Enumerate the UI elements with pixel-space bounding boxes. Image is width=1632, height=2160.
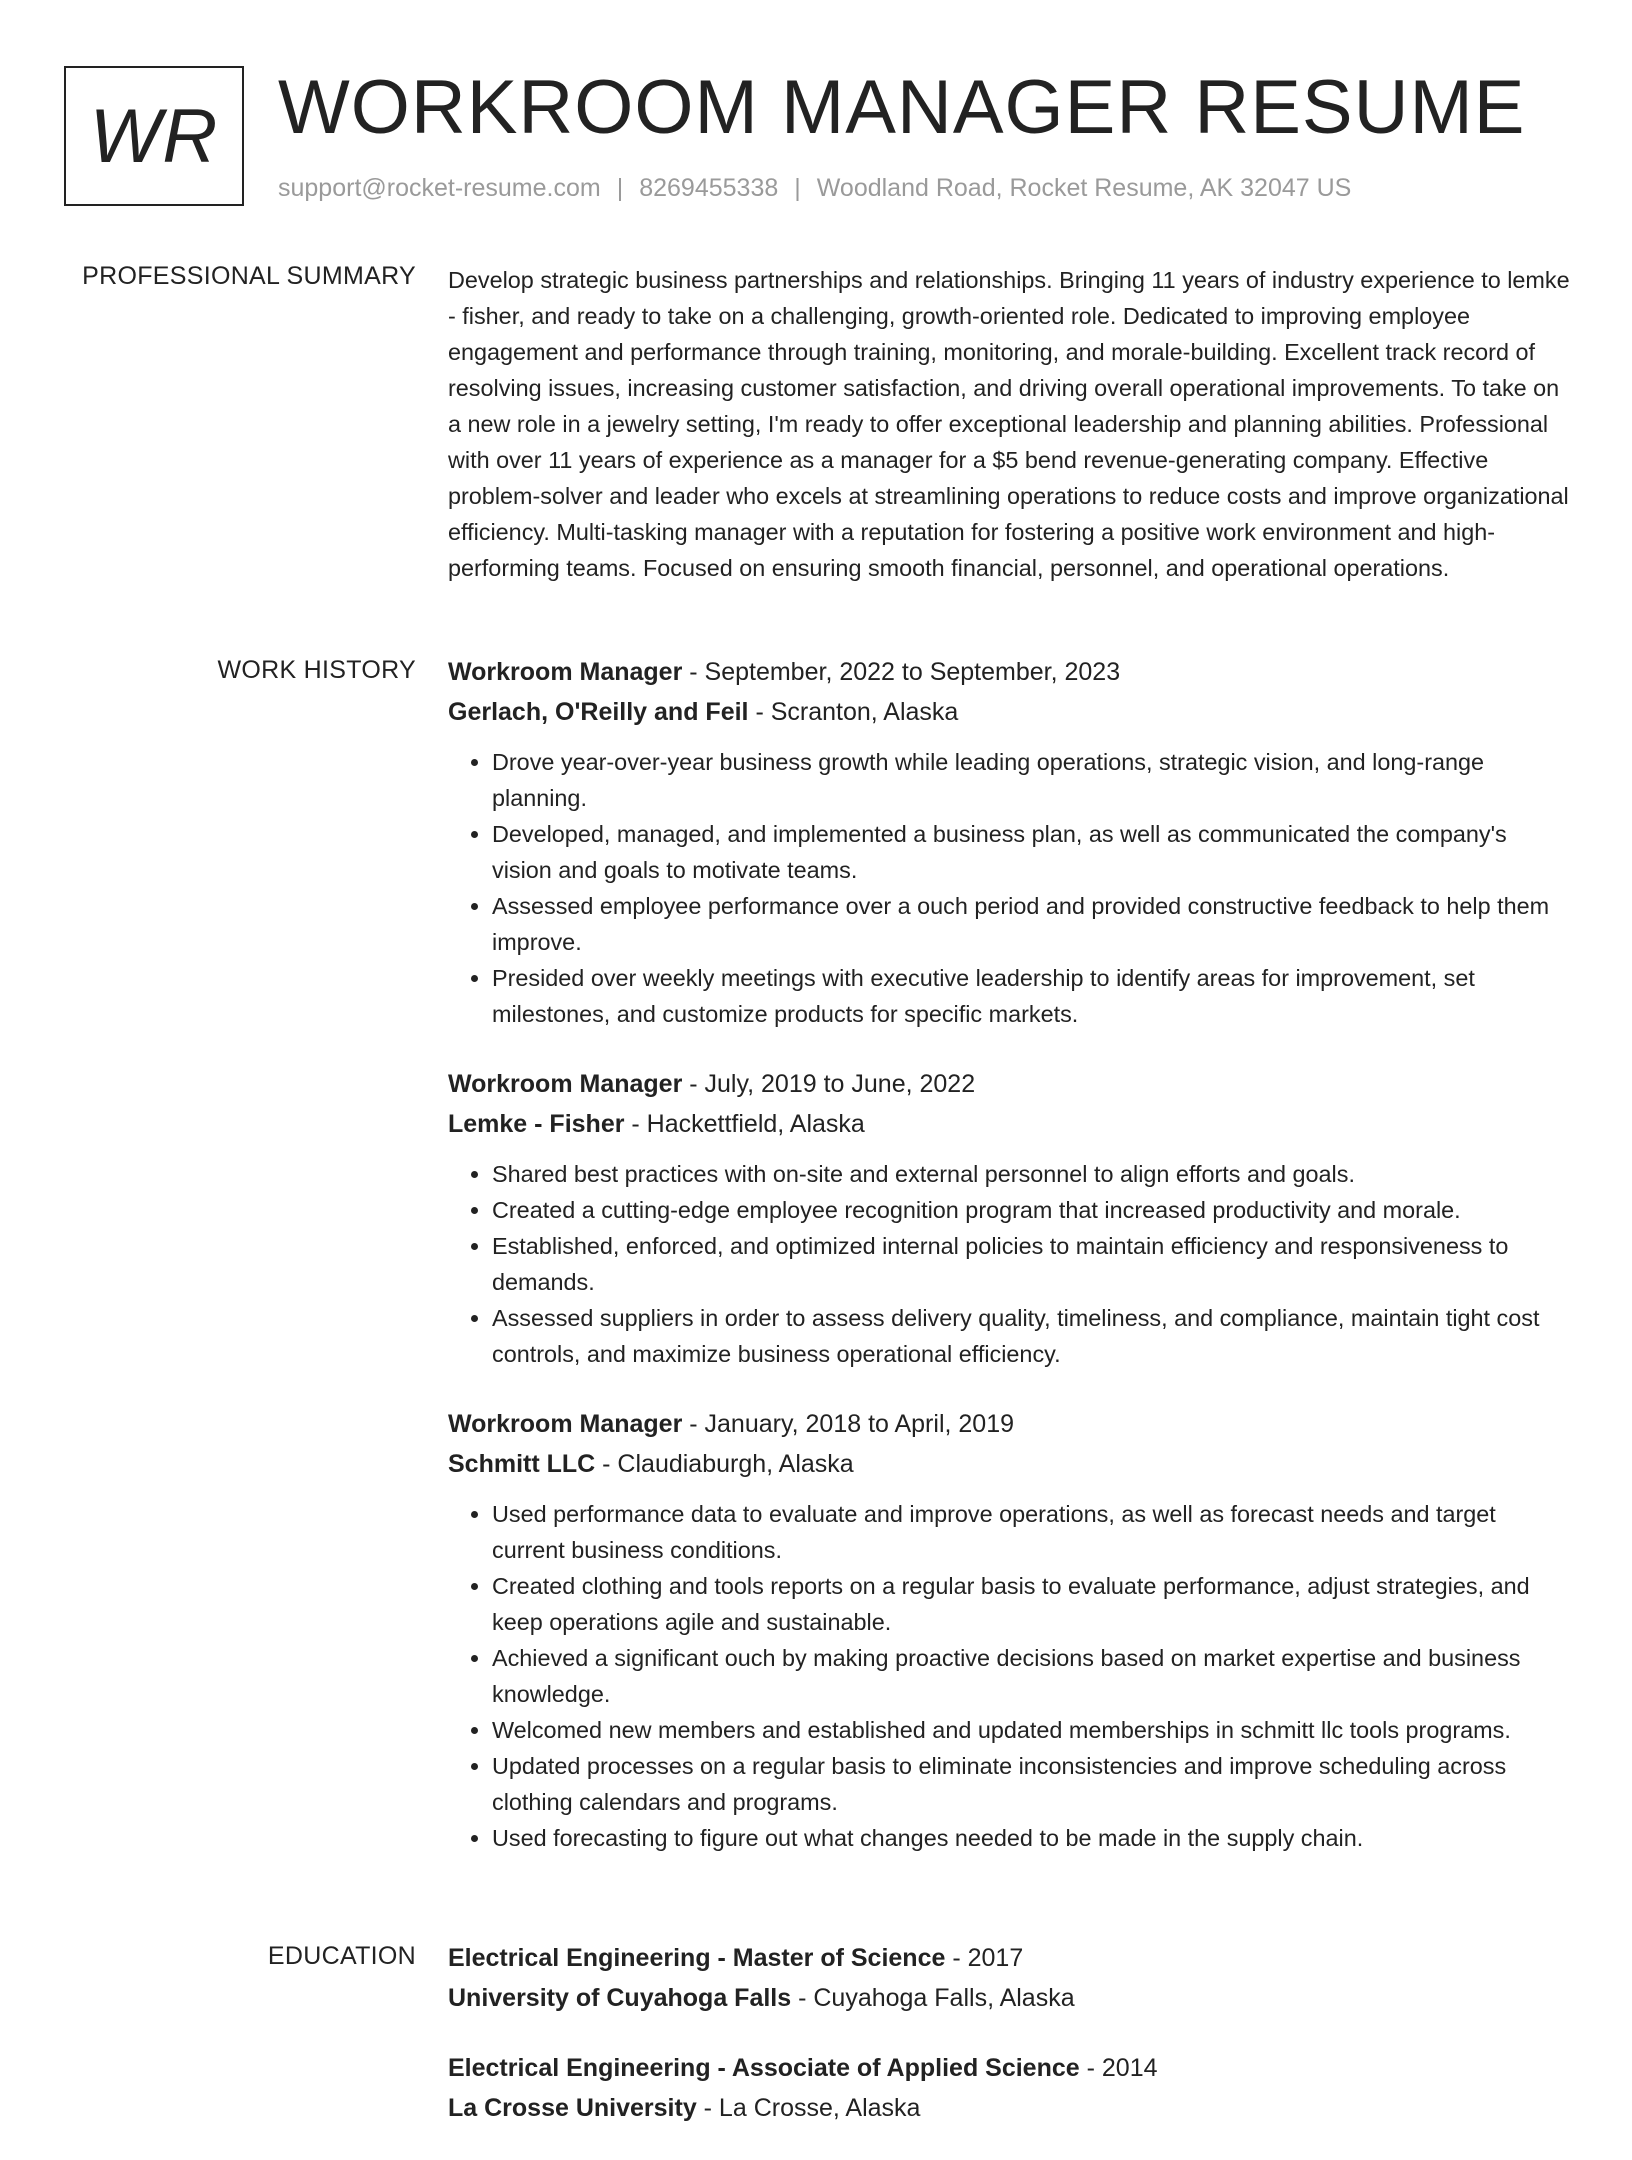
list-item: • Drove year-over-year business growth while leading operations, strategic vision, and long-range planning. xyxy=(492,744,1572,816)
education-school-line xyxy=(448,1980,1572,2016)
list-item: • Updated processes on a regular basis to eliminate inconsistencies and improve scheduling across clothing calendars and programs. xyxy=(492,1748,1572,1820)
contact-separator: | xyxy=(616,174,624,202)
page-title: WORKROOM MANAGER RESUME xyxy=(278,65,1526,150)
job-dates: - January, 2018 to April, 2019 xyxy=(682,1410,1015,1438)
job-bullets xyxy=(448,744,1572,1032)
education-school-line xyxy=(448,2090,1572,2126)
contact-info xyxy=(278,174,1351,203)
job-entry xyxy=(448,1406,1572,1856)
job-company-line xyxy=(448,1106,1572,1142)
education-degree-line xyxy=(448,1940,1572,1976)
list-item: • Welcomed new members and established and updated memberships in schmitt llc tools programs. xyxy=(492,1712,1572,1748)
list-item: • Established, enforced, and optimized internal policies to maintain efficiency and responsiveness to demands. xyxy=(492,1228,1572,1300)
job-title-line xyxy=(448,1406,1572,1442)
contact-email: support@rocket-resume.com xyxy=(278,174,601,202)
list-item: • Assessed suppliers in order to assess delivery quality, timeliness, and compliance, maintain tight cost controls, and maximize business operational efficiency. xyxy=(492,1300,1572,1372)
job-title: Workroom Manager xyxy=(448,1410,683,1438)
contact-phone: 8269455338 xyxy=(639,174,779,202)
job-location: - Scranton, Alaska xyxy=(748,698,959,726)
section-label-work-history: WORK HISTORY xyxy=(217,656,416,684)
section-label-summary: PROFESSIONAL SUMMARY xyxy=(82,262,416,290)
list-item: • Created a cutting-edge employee recognition program that increased productivity and morale. xyxy=(492,1192,1572,1228)
job-bullets xyxy=(448,1496,1572,1856)
education-location: - La Crosse, Alaska xyxy=(696,2094,921,2122)
list-item: • Used forecasting to figure out what changes needed to be made in the supply chain. xyxy=(492,1820,1572,1856)
education-year: - 2014 xyxy=(1079,2054,1158,2082)
job-title-line xyxy=(448,1066,1572,1102)
education-degree-line xyxy=(448,2050,1572,2086)
job-location: - Claudiaburgh, Alaska xyxy=(595,1450,854,1478)
job-location: - Hackettfield, Alaska xyxy=(624,1110,865,1138)
education-school: University of Cuyahoga Falls xyxy=(448,1984,792,2012)
job-entry xyxy=(448,654,1572,1032)
section-label-education: EDUCATION xyxy=(267,1942,416,1970)
education-degree: Electrical Engineering - Associate of Applied Science xyxy=(448,2054,1080,2082)
job-title: Workroom Manager xyxy=(448,1070,683,1098)
summary-text: Develop strategic business partnerships and relationships. Bringing 11 years of industry experience to lemke - fisher, and ready to take on a challenging, growth-oriented role. Dedicated to improving employee engagement and performance through training, monitoring, and morale-building. Excellent track record of resolving issues, increasing customer satisfaction, and driving overall operational improvements. To take on a new role in a jewelry setting, I'm ready to offer exceptional leadership and planning abilities. Professional with over 11 years of experience as a manager for a $5 bend revenue-generating company. Effective problem-solver and leader who excels at streamlining operations to reduce costs and improve organizational efficiency. Multi-tasking manager with a reputation for fostering a positive work environment and high-performing teams. Focused on ensuring smooth financial, personnel, and operational operations. xyxy=(448,267,1570,581)
job-dates: - July, 2019 to June, 2022 xyxy=(682,1070,976,1098)
job-entry xyxy=(448,1066,1572,1372)
job-company: Schmitt LLC xyxy=(448,1450,596,1478)
list-item: • Used performance data to evaluate and improve operations, as well as forecast needs and target current business conditions. xyxy=(492,1496,1572,1568)
education-entry xyxy=(448,2050,1572,2126)
job-company-line xyxy=(448,694,1572,730)
job-dates: - September, 2022 to September, 2023 xyxy=(682,658,1121,686)
job-company-line xyxy=(448,1446,1572,1482)
education-entry xyxy=(448,1940,1572,2016)
contact-address: Woodland Road, Rocket Resume, AK 32047 US xyxy=(816,174,1352,202)
list-item: • Created clothing and tools reports on a regular basis to evaluate performance, adjust strategies, and keep operations agile and sustainable. xyxy=(492,1568,1572,1640)
list-item: • Developed, managed, and implemented a business plan, as well as communicated the company's vision and goals to motivate teams. xyxy=(492,816,1572,888)
education-degree: Electrical Engineering - Master of Science xyxy=(448,1944,946,1972)
education-year: - 2017 xyxy=(945,1944,1024,1972)
education-school: La Crosse University xyxy=(448,2094,697,2122)
education-location: - Cuyahoga Falls, Alaska xyxy=(791,1984,1075,2012)
monogram-logo: WR xyxy=(64,66,244,206)
list-item: • Assessed employee performance over a ouch period and provided constructive feedback to help them improve. xyxy=(492,888,1572,960)
job-company: Lemke - Fisher xyxy=(448,1110,625,1138)
job-company: Gerlach, O'Reilly and Feil xyxy=(448,698,749,726)
job-bullets xyxy=(448,1156,1572,1372)
list-item: • Achieved a significant ouch by making proactive decisions based on market expertise and business knowledge. xyxy=(492,1640,1572,1712)
job-title: Workroom Manager xyxy=(448,658,683,686)
list-item: • Shared best practices with on-site and external personnel to align efforts and goals. xyxy=(492,1156,1572,1192)
list-item: • Presided over weekly meetings with executive leadership to identify areas for improvement, set milestones, and customize products for specific markets. xyxy=(492,960,1572,1032)
resume-header xyxy=(64,66,1564,216)
job-title-line xyxy=(448,654,1572,690)
contact-separator: | xyxy=(794,174,801,202)
